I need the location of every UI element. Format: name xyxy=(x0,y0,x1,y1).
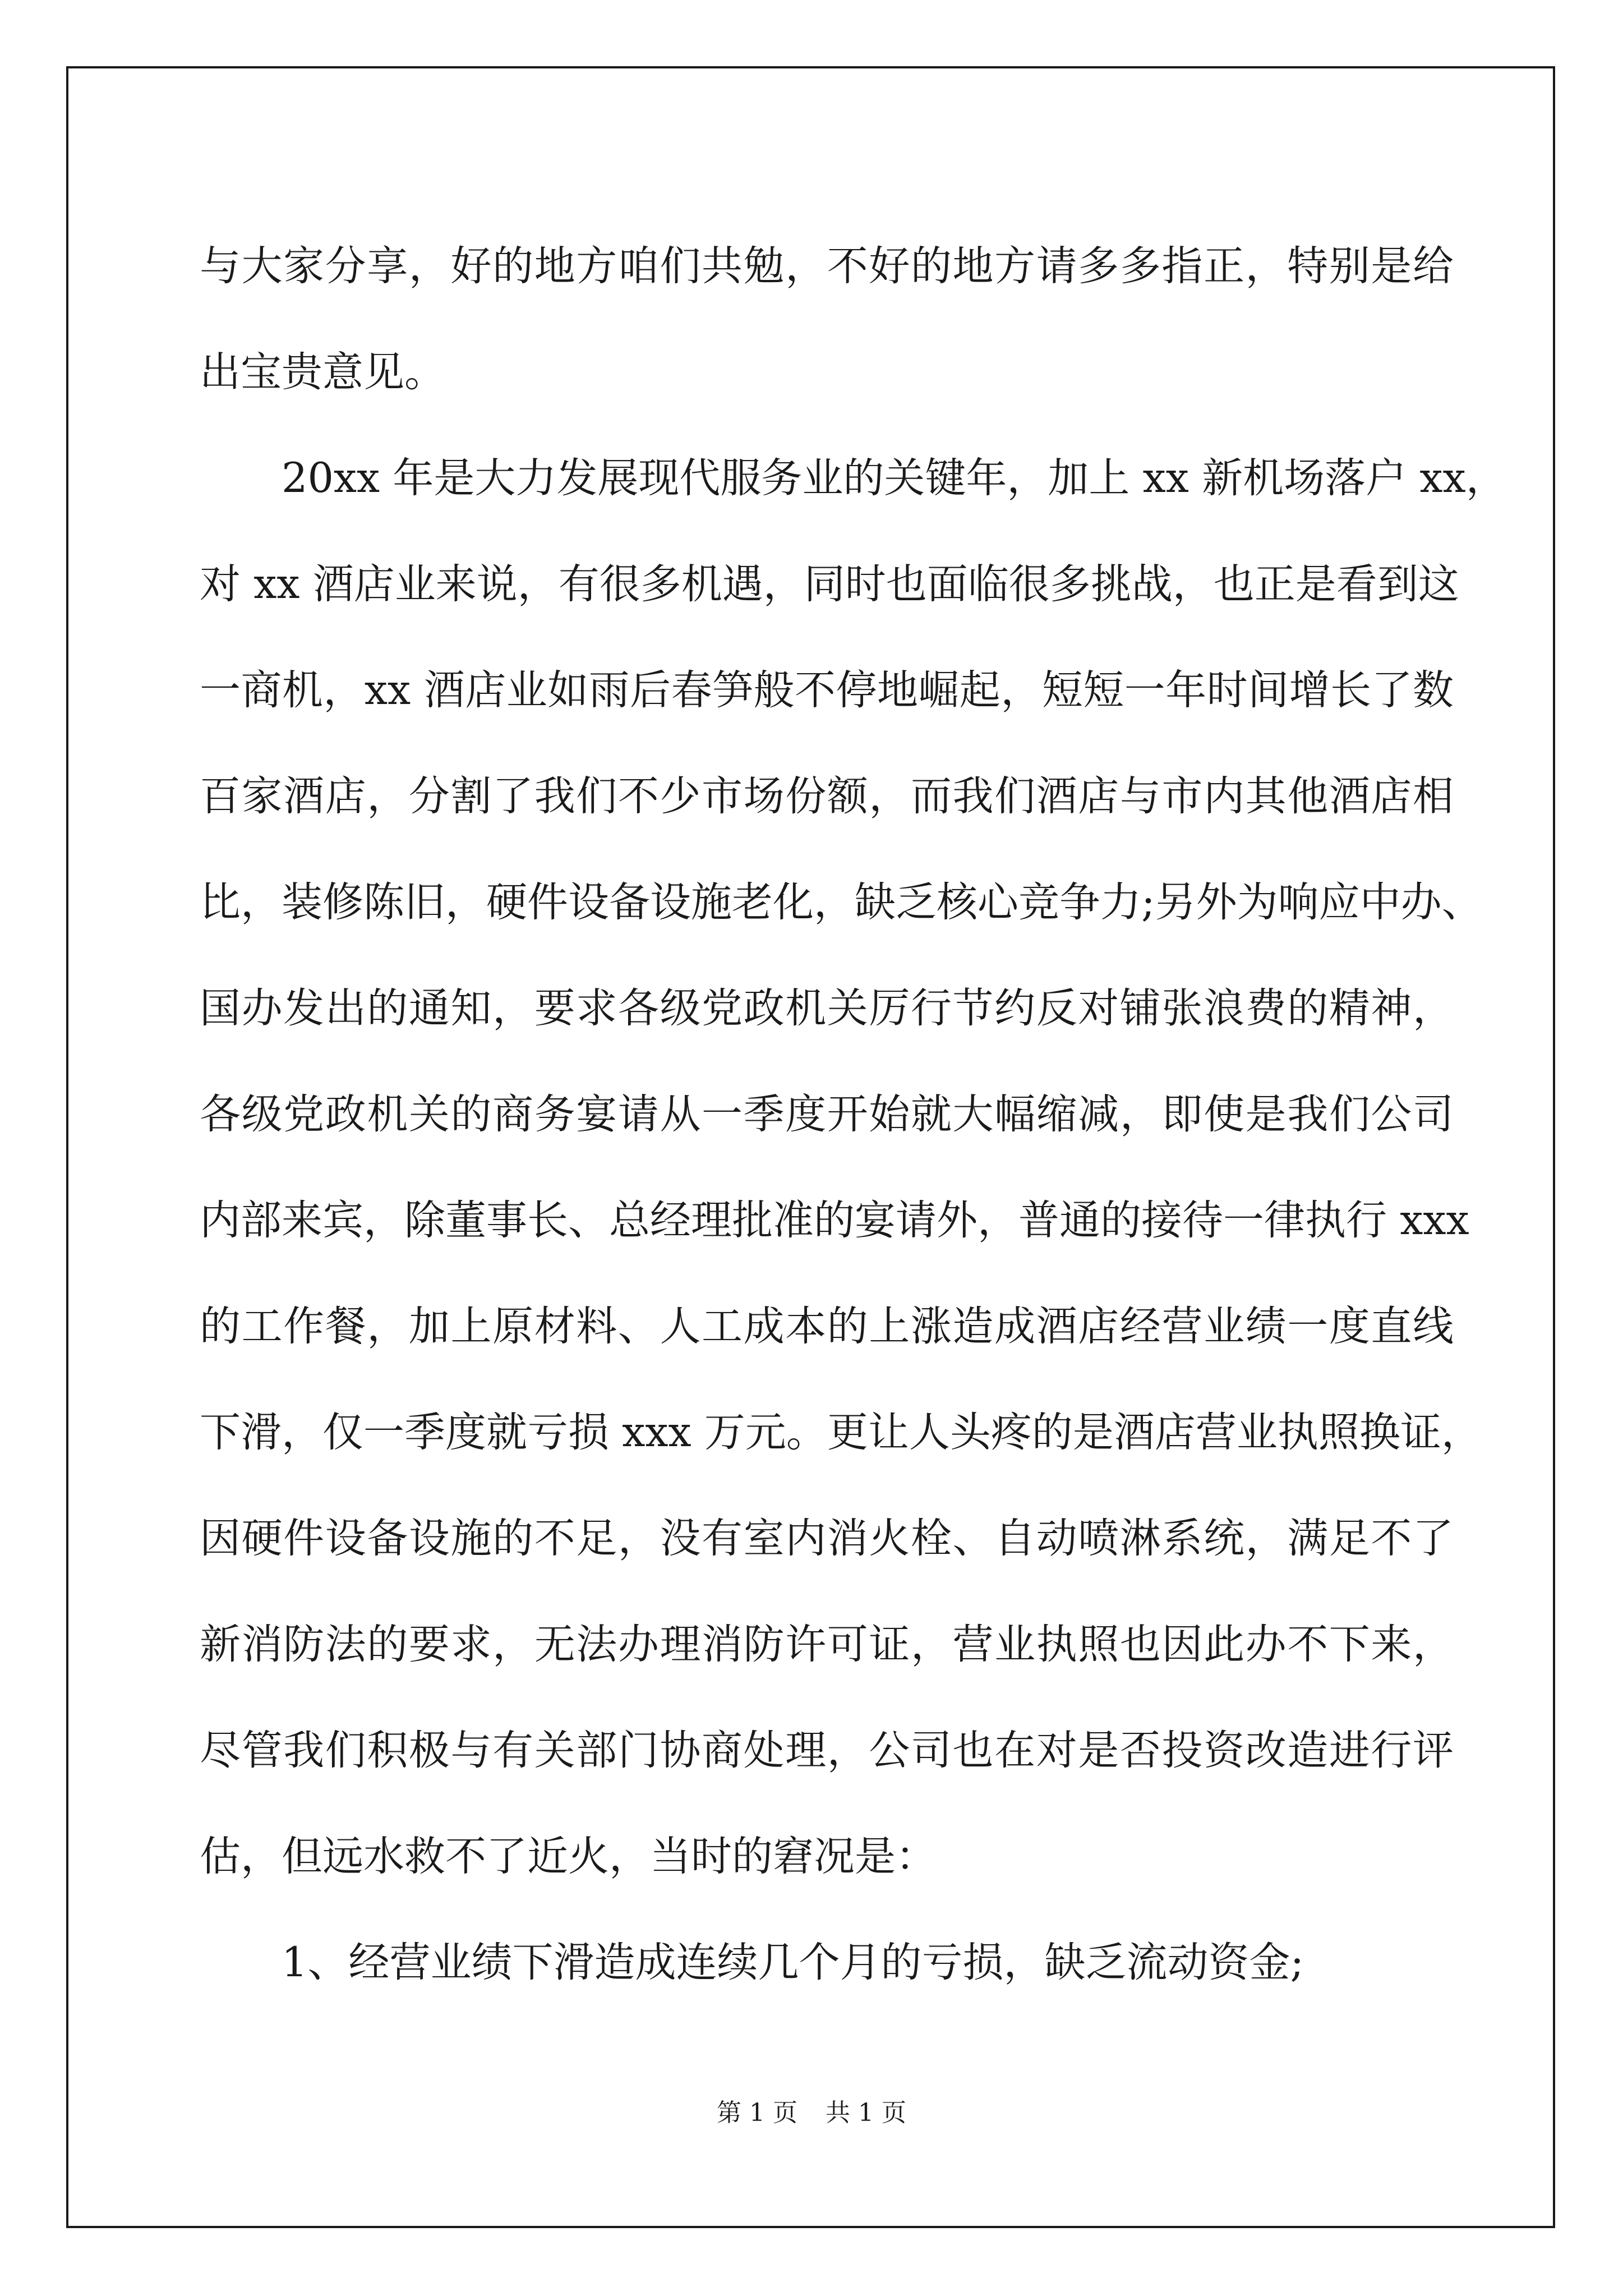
page-footer xyxy=(0,2092,1623,2128)
text-line: 对 xx 酒店业来说，有很多机遇，同时也面临很多挑战，也正是看到这 xyxy=(200,560,1459,608)
page-number: 第 1 页 xyxy=(717,2099,797,2127)
text-line: 一商机，xx 酒店业如雨后春笋般不停地崛起，短短一年时间增长了数 xyxy=(200,666,1454,714)
text-line: 国办发出的通知，要求各级党政机关厉行节约反对铺张浪费的精神， xyxy=(200,984,1454,1032)
text-line: 新消防法的要求，无法办理消防许可证，营业执照也因此办不下来， xyxy=(200,1621,1454,1668)
text-line: 因硬件设备设施的不足，没有室内消火栓、自动喷淋系统，满足不了 xyxy=(200,1515,1454,1562)
page-total: 共 1 页 xyxy=(826,2099,906,2127)
text-line: 与大家分享，好的地方咱们共勉，不好的地方请多多指正，特别是给 xyxy=(200,242,1454,290)
text-line: 内部来宾，除董事长、总经理批准的宴请外，普通的接待一律执行 xxx xyxy=(200,1197,1469,1244)
text-line: 各级党政机关的商务宴请从一季度开始就大幅缩减，即使是我们公司 xyxy=(200,1091,1454,1138)
document-body xyxy=(200,213,1507,2016)
text-line: 百家酒店，分割了我们不少市场份额，而我们酒店与市内其他酒店相 xyxy=(200,772,1454,820)
text-line: 比，装修陈旧，硬件设备设施老化，缺乏核心竞争力;另外为响应中办、 xyxy=(200,878,1483,926)
text-line: 20xx 年是大力发展现代服务业的关键年，加上 xx 新机场落户 xx， xyxy=(282,454,1507,502)
text-line: 下滑，仅一季度就亏损 xxx 万元。更让人头疼的是酒店营业执照换证， xyxy=(200,1409,1482,1456)
text-line: 估，但远水救不了近火，当时的窘况是： xyxy=(200,1833,937,1880)
text-line: 出宝贵意见。 xyxy=(200,348,445,396)
text-line: 尽管我们积极与有关部门协商处理，公司也在对是否投资改造进行评 xyxy=(200,1727,1454,1774)
text-line: 的工作餐，加上原材料、人工成本的上涨造成酒店经营业绩一度直线 xyxy=(200,1303,1454,1350)
text-line: 1、经营业绩下滑造成连续几个月的亏损，缺乏流动资金; xyxy=(282,1939,1304,1986)
